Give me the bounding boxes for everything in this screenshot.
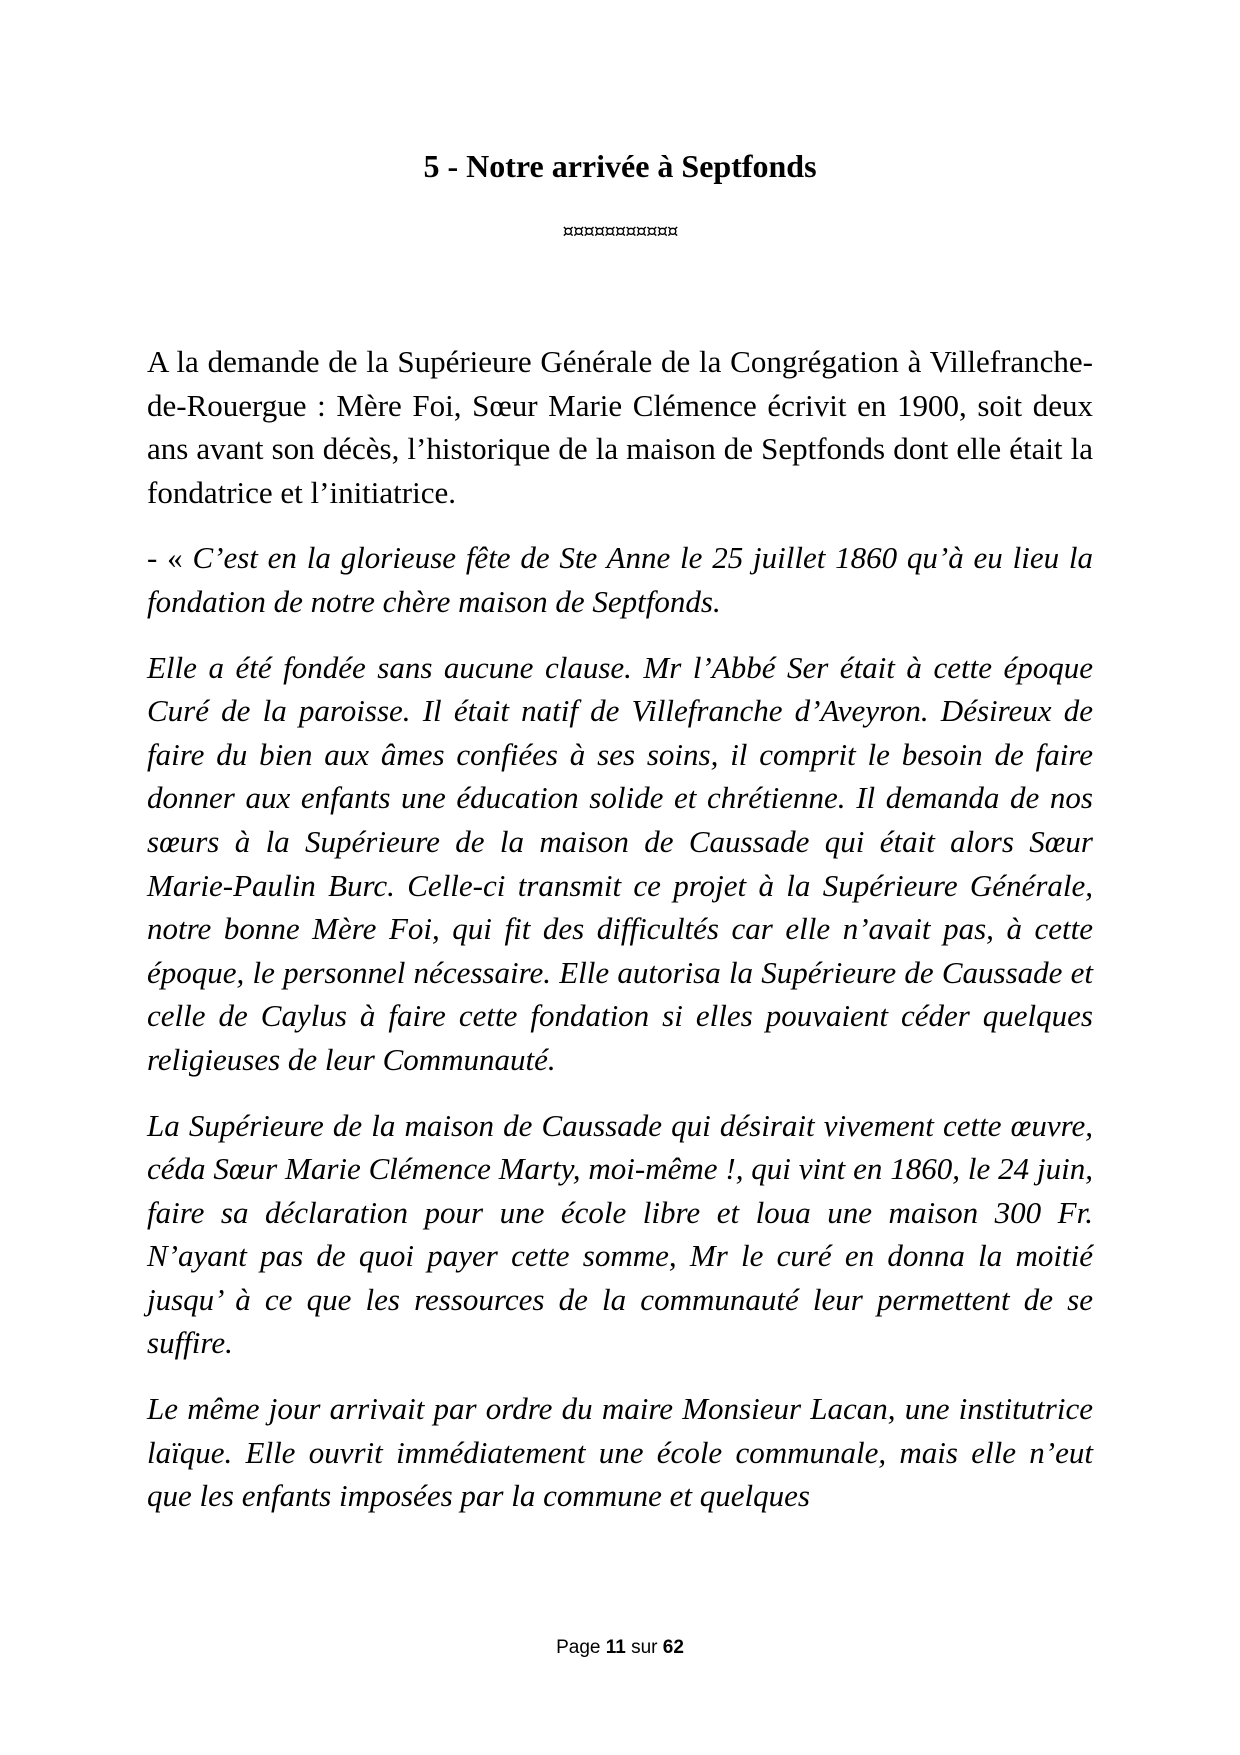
paragraph-lacan: Le même jour arrivait par ordre du maire Monsieur Lacan, une institutrice laïque. Elle ouvrit immédiatement une école communale, mais elle n’eut que les enfants imposées par la commune et quelques [147,1391,1093,1514]
current-page-number: 11 [605,1637,626,1658]
paragraph-caussade: La Supérieure de la maison de Caussade qui désirait vivement cette œuvre, céda Sœur Marie Clémence Marty, moi-même !, qui vint en 1860, le 24 juin, faire sa déclaration pour une école libre et loua une maison 300 Fr. N’ayant pas de quoi payer cette somme, Mr le curé en donna la moitié jusqu’ à ce que les ressources de la communauté leur permettent de se suffire. [147,1107,1093,1361]
paragraph-foundation: Elle a été fondée sans aucune clause. Mr l’Abbé Ser était à cette époque Curé de la paroisse. Il était natif de Villefranche d’Aveyron. Désireux de faire du bien aux âmes confiées à ses soins, il comprit le besoin de faire donner aux enfants une éducation solide et chrétienne. Il demanda de nos sœurs à la Supérieure de la maison de Caussade qui était alors Sœur Marie-Paulin Burc. Celle-ci transmit ce projet à la Supérieure Générale, notre bonne Mère Foi, qui fit des difficultés car elle n’avait pas, à cette époque, le personnel nécessaire. Elle autorisa la Supérieure de Caussade et celle de Caylus à faire cette fondation si elles pouvaient céder quelques religieuses de leur Communauté. [147,649,1093,1077]
body-text [147,340,1093,1540]
footer-prefix: Page [556,1637,606,1658]
quote-open-mark: - « [147,540,193,576]
page-footer [0,1636,1240,1660]
footer-middle: sur [625,1637,663,1658]
total-page-number: 62 [662,1637,684,1658]
paragraph-intro: A la demande de la Supérieure Générale de la Congrégation à Villefranche-de-Rouergue : Mère Foi, Sœur Marie Clémence écrivit en 1900, soit deux ans avant son décès, l’historique de la maison de Septfonds dont elle était la fondatrice et l’initiatrice. [147,344,1093,510]
paragraph-quote-text: C’est en la glorieuse fête de Ste Anne le 25 juillet 1860 qu’à eu lieu la fondation de notre chère maison de Septfonds. [147,540,1093,619]
title-ornament: ¤¤¤¤¤¤¤¤¤¤¤ [562,221,678,242]
paragraph-quote-start [147,536,1093,623]
chapter-title: 5 - Notre arrivée à Septfonds [423,148,817,184]
